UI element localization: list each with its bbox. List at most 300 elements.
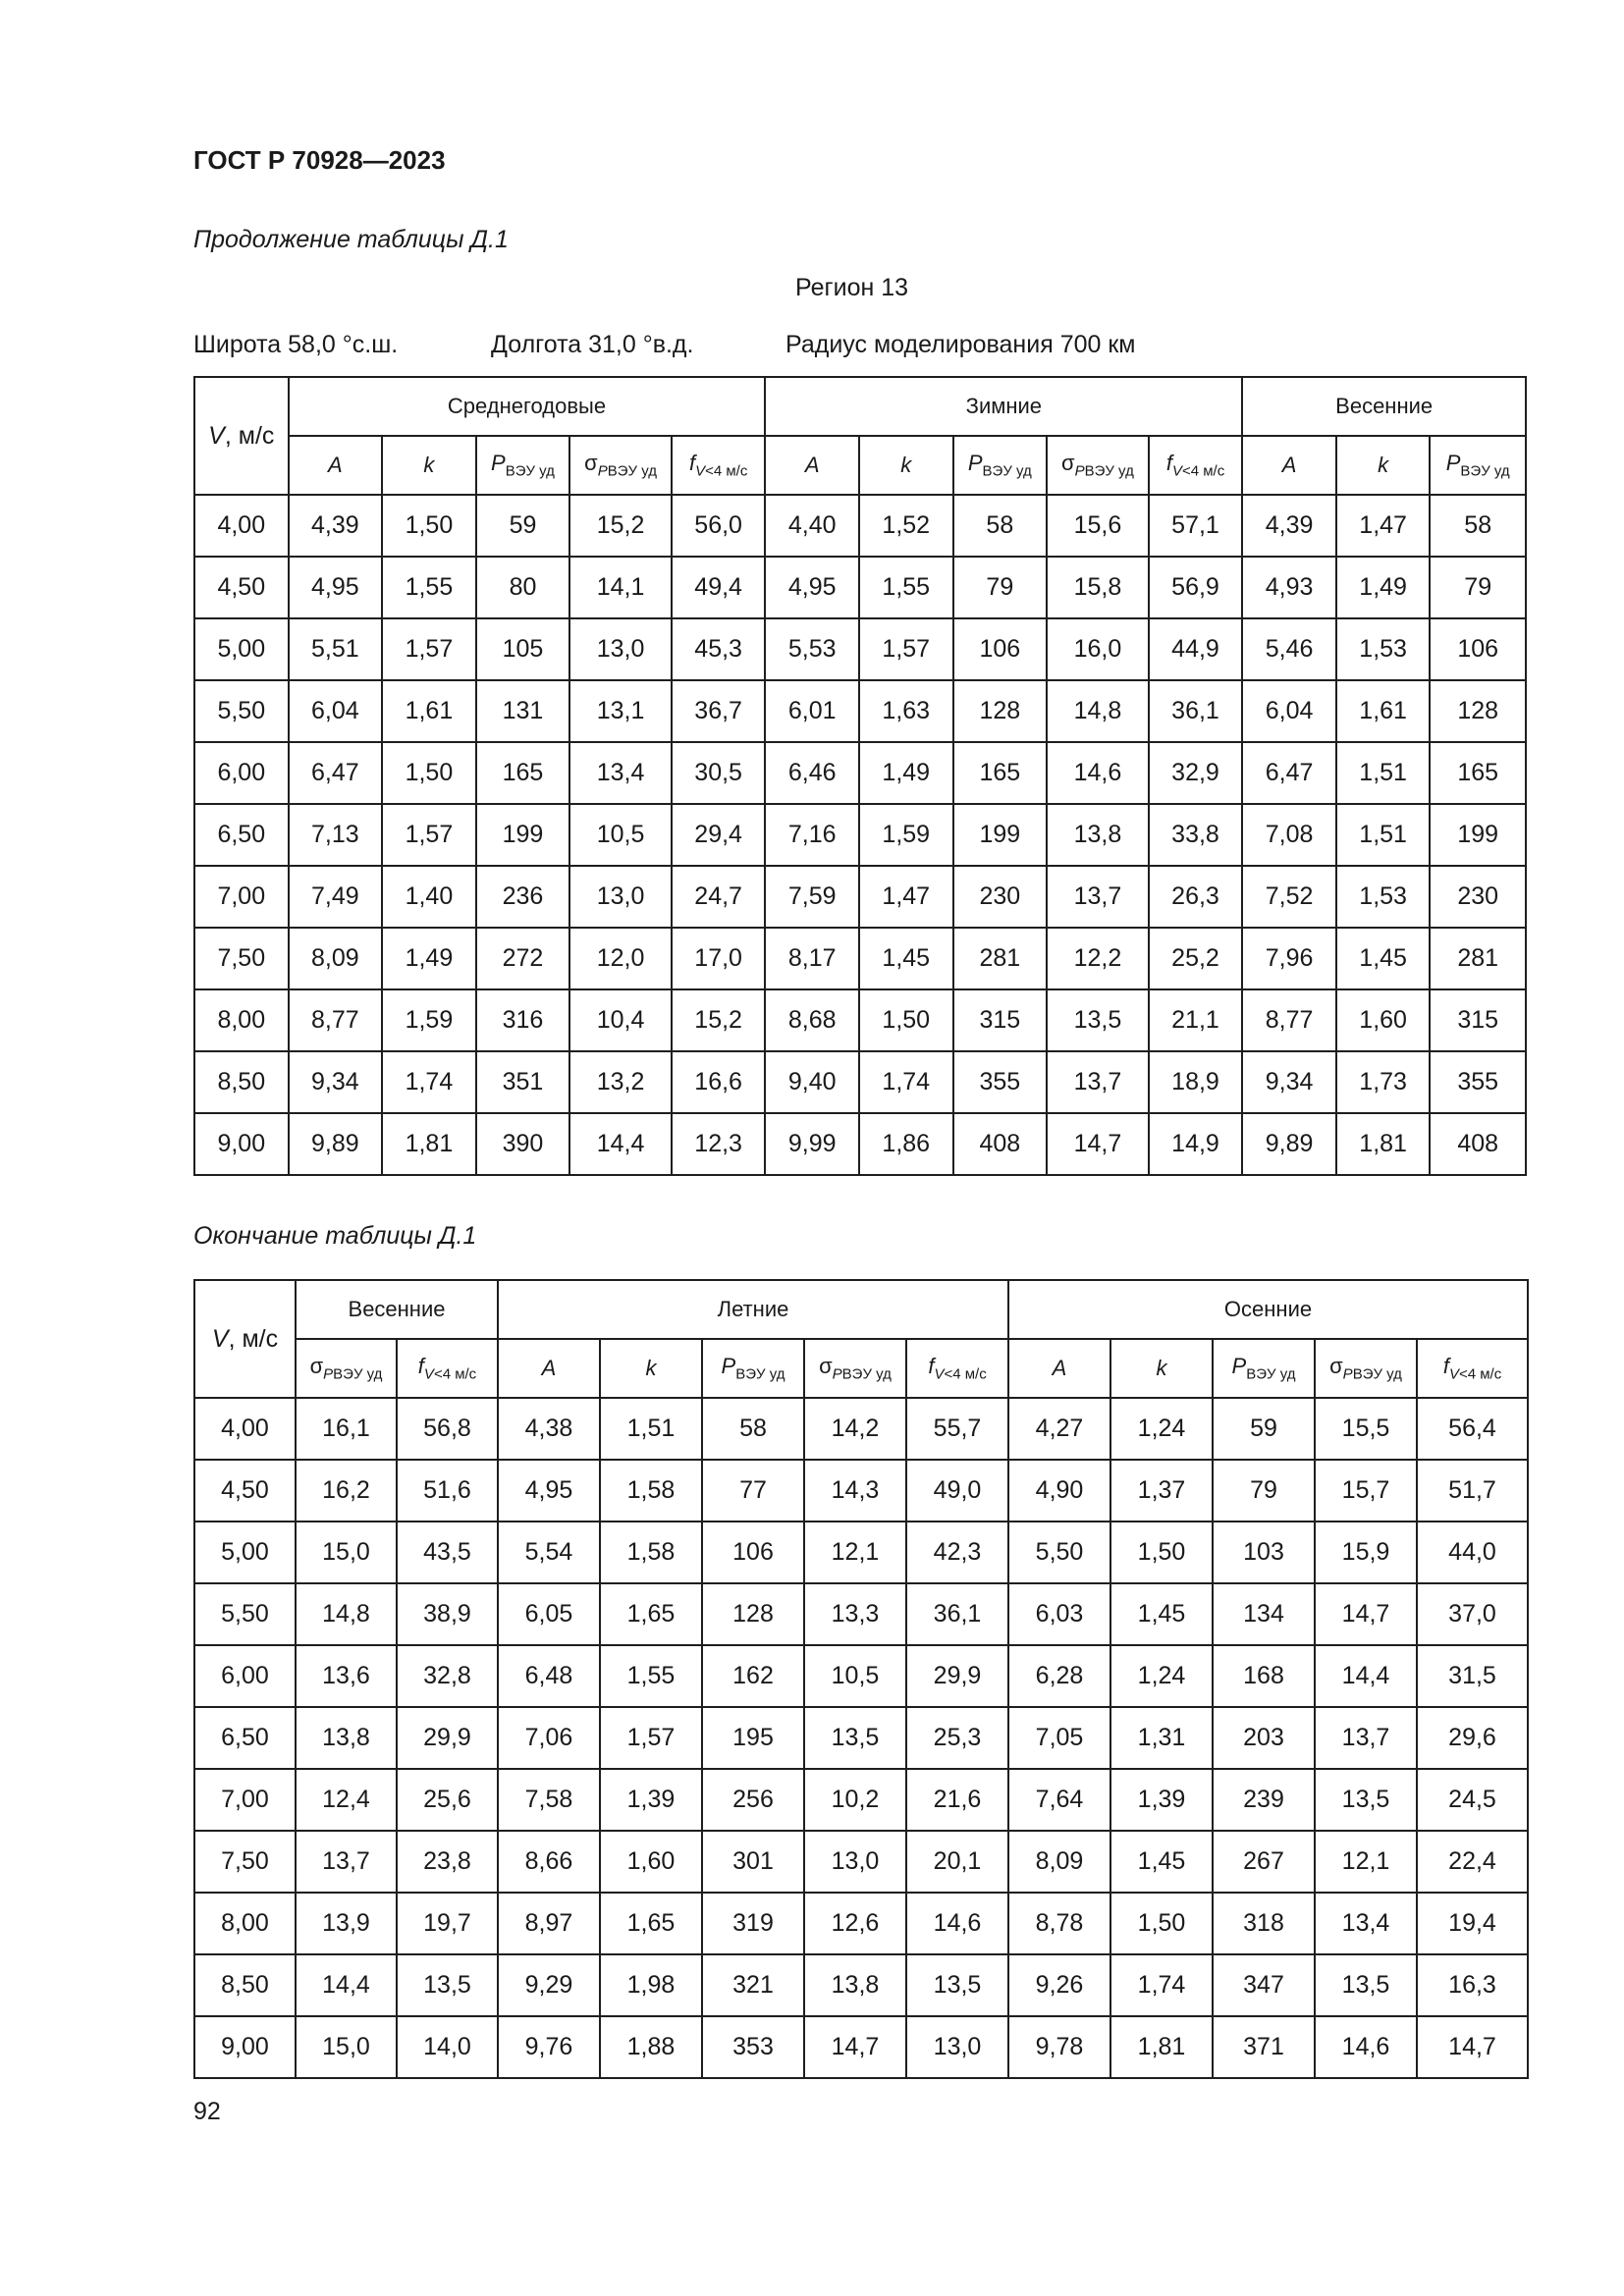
- value-cell: 80: [476, 557, 570, 618]
- value-cell: 15,0: [296, 2016, 397, 2078]
- value-cell: 9,89: [1242, 1113, 1336, 1175]
- value-cell: 13,7: [296, 1831, 397, 1893]
- speed-cell: 5,00: [194, 1522, 296, 1583]
- value-cell: 14,8: [1047, 680, 1149, 742]
- value-cell: 14,7: [1315, 1583, 1417, 1645]
- value-cell: 14,6: [1315, 2016, 1417, 2078]
- value-cell: 7,58: [498, 1769, 600, 1831]
- table-row: [194, 557, 1526, 618]
- value-cell: 390: [476, 1113, 570, 1175]
- value-cell: 8,17: [765, 928, 859, 989]
- value-cell: 13,5: [804, 1707, 906, 1769]
- value-cell: 1,31: [1110, 1707, 1213, 1769]
- speed-cell: 7,50: [194, 928, 289, 989]
- value-cell: 1,81: [382, 1113, 476, 1175]
- value-cell: 195: [702, 1707, 804, 1769]
- speed-cell: 8,00: [194, 1893, 296, 1954]
- value-cell: 6,05: [498, 1583, 600, 1645]
- value-cell: 128: [953, 680, 1048, 742]
- value-cell: 105: [476, 618, 570, 680]
- value-cell: 23,8: [397, 1831, 498, 1893]
- value-cell: 165: [1430, 742, 1526, 804]
- value-cell: 6,47: [1242, 742, 1336, 804]
- col-header-f: $f_{V<4 м/с}$: [1149, 436, 1243, 495]
- value-cell: 239: [1213, 1769, 1315, 1831]
- value-cell: 347: [1213, 1954, 1315, 2016]
- value-cell: 1,60: [600, 1831, 702, 1893]
- radius-label: Радиус моделирования 700 км: [785, 331, 1136, 358]
- value-cell: 13,7: [1315, 1707, 1417, 1769]
- value-cell: 49,0: [906, 1460, 1008, 1522]
- value-cell: 29,6: [1417, 1707, 1528, 1769]
- speed-cell: 8,00: [194, 989, 289, 1051]
- value-cell: 1,53: [1336, 866, 1431, 928]
- value-cell: 9,76: [498, 2016, 600, 2078]
- value-cell: 36,1: [906, 1583, 1008, 1645]
- value-cell: 1,59: [382, 989, 476, 1051]
- latitude-label: Широта 58,0 °с.ш.: [193, 331, 399, 358]
- value-cell: 272: [476, 928, 570, 989]
- value-cell: 56,9: [1149, 557, 1243, 618]
- value-cell: 55,7: [906, 1398, 1008, 1460]
- document-id: ГОСТ Р 70928—2023: [193, 145, 446, 175]
- table-row: [194, 1645, 1528, 1707]
- speed-cell: 7,00: [194, 866, 289, 928]
- value-cell: 59: [1213, 1398, 1315, 1460]
- value-cell: 199: [476, 804, 570, 866]
- value-cell: 25,2: [1149, 928, 1243, 989]
- value-cell: 1,73: [1336, 1051, 1431, 1113]
- value-cell: 14,6: [1047, 742, 1149, 804]
- value-cell: 13,5: [397, 1954, 498, 2016]
- value-cell: 31,5: [1417, 1645, 1528, 1707]
- value-cell: 4,95: [765, 557, 859, 618]
- value-cell: 1,58: [600, 1522, 702, 1583]
- value-cell: 79: [953, 557, 1048, 618]
- table-row: [194, 928, 1526, 989]
- value-cell: 128: [702, 1583, 804, 1645]
- v-header: V, м/с: [194, 1280, 296, 1398]
- value-cell: 1,51: [1336, 804, 1431, 866]
- value-cell: 7,16: [765, 804, 859, 866]
- col-header-p: $P_{ВЭУ уд}$: [476, 436, 570, 495]
- value-cell: 1,63: [859, 680, 953, 742]
- value-cell: 1,50: [859, 989, 953, 1051]
- value-cell: 8,78: [1008, 1893, 1110, 1954]
- group-header: Весенние: [296, 1280, 498, 1339]
- value-cell: 58: [1430, 495, 1526, 557]
- value-cell: 9,26: [1008, 1954, 1110, 2016]
- col-header-p: $P_{ВЭУ уд}$: [1430, 436, 1526, 495]
- value-cell: 14,4: [569, 1113, 672, 1175]
- col-header-sigma: $\sigma_{PВЭУ уд}$: [804, 1339, 906, 1398]
- value-cell: 15,5: [1315, 1398, 1417, 1460]
- group-header: Осенние: [1008, 1280, 1528, 1339]
- speed-cell: 5,00: [194, 618, 289, 680]
- table-row: [194, 1769, 1528, 1831]
- v-header: V, м/с: [194, 377, 289, 495]
- speed-cell: 4,50: [194, 1460, 296, 1522]
- region-label: Регион 13: [795, 274, 909, 301]
- value-cell: 8,09: [289, 928, 383, 989]
- value-cell: 1,50: [382, 495, 476, 557]
- value-cell: 4,27: [1008, 1398, 1110, 1460]
- data-table-1: [193, 376, 1527, 1176]
- value-cell: 8,09: [1008, 1831, 1110, 1893]
- group-header: Весенние: [1242, 377, 1526, 436]
- speed-cell: 7,50: [194, 1831, 296, 1893]
- value-cell: 16,3: [1417, 1954, 1528, 2016]
- speed-cell: 8,50: [194, 1051, 289, 1113]
- value-cell: 128: [1430, 680, 1526, 742]
- table-row: [194, 866, 1526, 928]
- value-cell: 7,13: [289, 804, 383, 866]
- col-header-a: A: [498, 1339, 600, 1398]
- value-cell: 10,4: [569, 989, 672, 1051]
- value-cell: 30,5: [672, 742, 766, 804]
- value-cell: 14,3: [804, 1460, 906, 1522]
- value-cell: 1,61: [1336, 680, 1431, 742]
- value-cell: 1,88: [600, 2016, 702, 2078]
- value-cell: 1,50: [1110, 1893, 1213, 1954]
- value-cell: 1,53: [1336, 618, 1431, 680]
- value-cell: 371: [1213, 2016, 1315, 2078]
- value-cell: 5,46: [1242, 618, 1336, 680]
- value-cell: 25,3: [906, 1707, 1008, 1769]
- col-header-k: k: [600, 1339, 702, 1398]
- value-cell: 1,74: [382, 1051, 476, 1113]
- value-cell: 1,81: [1110, 2016, 1213, 2078]
- col-header-k: k: [859, 436, 953, 495]
- value-cell: 20,1: [906, 1831, 1008, 1893]
- value-cell: 1,59: [859, 804, 953, 866]
- value-cell: 4,90: [1008, 1460, 1110, 1522]
- value-cell: 13,8: [1047, 804, 1149, 866]
- value-cell: 14,7: [804, 2016, 906, 2078]
- value-cell: 12,1: [804, 1522, 906, 1583]
- speed-cell: 4,50: [194, 557, 289, 618]
- value-cell: 230: [1430, 866, 1526, 928]
- value-cell: 14,1: [569, 557, 672, 618]
- speed-cell: 9,00: [194, 1113, 289, 1175]
- value-cell: 13,0: [569, 618, 672, 680]
- value-cell: 79: [1430, 557, 1526, 618]
- col-header-a: A: [1242, 436, 1336, 495]
- value-cell: 14,2: [804, 1398, 906, 1460]
- value-cell: 7,08: [1242, 804, 1336, 866]
- value-cell: 15,2: [569, 495, 672, 557]
- value-cell: 256: [702, 1769, 804, 1831]
- value-cell: 18,9: [1149, 1051, 1243, 1113]
- table-row: [194, 2016, 1528, 2078]
- col-header-sigma: $\sigma_{PВЭУ уд}$: [296, 1339, 397, 1398]
- value-cell: 1,57: [859, 618, 953, 680]
- col-header-f: $f_{V<4 м/с}$: [906, 1339, 1008, 1398]
- value-cell: 14,0: [397, 2016, 498, 2078]
- col-header-f: $f_{V<4 м/с}$: [1417, 1339, 1528, 1398]
- value-cell: 316: [476, 989, 570, 1051]
- value-cell: 58: [953, 495, 1048, 557]
- value-cell: 7,64: [1008, 1769, 1110, 1831]
- value-cell: 301: [702, 1831, 804, 1893]
- value-cell: 16,1: [296, 1398, 397, 1460]
- value-cell: 8,68: [765, 989, 859, 1051]
- page-number: 92: [193, 2098, 221, 2125]
- speed-cell: 5,50: [194, 1583, 296, 1645]
- col-header-p: $P_{ВЭУ уд}$: [1213, 1339, 1315, 1398]
- value-cell: 44,0: [1417, 1522, 1528, 1583]
- value-cell: 236: [476, 866, 570, 928]
- speed-cell: 7,00: [194, 1769, 296, 1831]
- value-cell: 1,37: [1110, 1460, 1213, 1522]
- value-cell: 32,9: [1149, 742, 1243, 804]
- value-cell: 1,45: [859, 928, 953, 989]
- value-cell: 13,2: [569, 1051, 672, 1113]
- value-cell: 19,7: [397, 1893, 498, 1954]
- value-cell: 8,97: [498, 1893, 600, 1954]
- group-header: Летние: [498, 1280, 1008, 1339]
- value-cell: 6,04: [1242, 680, 1336, 742]
- table-row: [194, 1893, 1528, 1954]
- value-cell: 4,95: [498, 1460, 600, 1522]
- value-cell: 58: [702, 1398, 804, 1460]
- value-cell: 103: [1213, 1522, 1315, 1583]
- value-cell: 17,0: [672, 928, 766, 989]
- value-cell: 1,40: [382, 866, 476, 928]
- longitude-label: Долгота 31,0 °в.д.: [491, 331, 694, 358]
- value-cell: 4,39: [289, 495, 383, 557]
- col-header-sigma: $\sigma_{PВЭУ уд}$: [569, 436, 672, 495]
- col-header-k: k: [382, 436, 476, 495]
- value-cell: 16,2: [296, 1460, 397, 1522]
- value-cell: 267: [1213, 1831, 1315, 1893]
- table-row: [194, 1707, 1528, 1769]
- value-cell: 13,9: [296, 1893, 397, 1954]
- value-cell: 16,6: [672, 1051, 766, 1113]
- value-cell: 13,5: [1047, 989, 1149, 1051]
- group-header: Среднегодовые: [289, 377, 766, 436]
- col-header-f: $f_{V<4 м/с}$: [672, 436, 766, 495]
- col-header-a: A: [765, 436, 859, 495]
- value-cell: 13,0: [569, 866, 672, 928]
- value-cell: 1,65: [600, 1583, 702, 1645]
- value-cell: 21,6: [906, 1769, 1008, 1831]
- col-header-p: $P_{ВЭУ уд}$: [702, 1339, 804, 1398]
- value-cell: 8,66: [498, 1831, 600, 1893]
- value-cell: 24,5: [1417, 1769, 1528, 1831]
- value-cell: 355: [1430, 1051, 1526, 1113]
- speed-cell: 6,50: [194, 804, 289, 866]
- value-cell: 199: [953, 804, 1048, 866]
- value-cell: 14,6: [906, 1893, 1008, 1954]
- value-cell: 1,81: [1336, 1113, 1431, 1175]
- value-cell: 1,51: [1336, 742, 1431, 804]
- value-cell: 1,52: [859, 495, 953, 557]
- value-cell: 6,28: [1008, 1645, 1110, 1707]
- value-cell: 1,47: [1336, 495, 1431, 557]
- value-cell: 14,7: [1047, 1113, 1149, 1175]
- value-cell: 12,3: [672, 1113, 766, 1175]
- value-cell: 6,46: [765, 742, 859, 804]
- group-header: Зимние: [765, 377, 1242, 436]
- table-caption-end: Окончание таблицы Д.1: [193, 1222, 477, 1250]
- value-cell: 6,04: [289, 680, 383, 742]
- value-cell: 165: [476, 742, 570, 804]
- value-cell: 1,51: [600, 1398, 702, 1460]
- value-cell: 5,50: [1008, 1522, 1110, 1583]
- speed-cell: 9,00: [194, 2016, 296, 2078]
- value-cell: 5,53: [765, 618, 859, 680]
- table-row: [194, 1583, 1528, 1645]
- value-cell: 6,47: [289, 742, 383, 804]
- value-cell: 13,5: [1315, 1954, 1417, 2016]
- table-row: [194, 1398, 1528, 1460]
- value-cell: 14,8: [296, 1583, 397, 1645]
- value-cell: 1,49: [1336, 557, 1431, 618]
- value-cell: 26,3: [1149, 866, 1243, 928]
- value-cell: 12,6: [804, 1893, 906, 1954]
- col-header-k: k: [1336, 436, 1431, 495]
- col-header-a: A: [1008, 1339, 1110, 1398]
- value-cell: 57,1: [1149, 495, 1243, 557]
- value-cell: 408: [953, 1113, 1048, 1175]
- data-table-2: [193, 1279, 1529, 2079]
- value-cell: 4,95: [289, 557, 383, 618]
- value-cell: 1,58: [600, 1460, 702, 1522]
- value-cell: 319: [702, 1893, 804, 1954]
- col-header-f: $f_{V<4 м/с}$: [397, 1339, 498, 1398]
- value-cell: 38,9: [397, 1583, 498, 1645]
- value-cell: 1,98: [600, 1954, 702, 2016]
- value-cell: 4,40: [765, 495, 859, 557]
- value-cell: 1,86: [859, 1113, 953, 1175]
- value-cell: 9,34: [289, 1051, 383, 1113]
- value-cell: 15,0: [296, 1522, 397, 1583]
- speed-cell: 4,00: [194, 495, 289, 557]
- value-cell: 10,2: [804, 1769, 906, 1831]
- value-cell: 13,7: [1047, 866, 1149, 928]
- value-cell: 9,89: [289, 1113, 383, 1175]
- value-cell: 131: [476, 680, 570, 742]
- value-cell: 15,8: [1047, 557, 1149, 618]
- value-cell: 5,51: [289, 618, 383, 680]
- col-header-a: A: [289, 436, 383, 495]
- value-cell: 1,49: [382, 928, 476, 989]
- value-cell: 9,99: [765, 1113, 859, 1175]
- value-cell: 318: [1213, 1893, 1315, 1954]
- table-2-body: [194, 1398, 1528, 2078]
- value-cell: 13,6: [296, 1645, 397, 1707]
- col-header-p: $P_{ВЭУ уд}$: [953, 436, 1048, 495]
- value-cell: 162: [702, 1645, 804, 1707]
- value-cell: 29,9: [397, 1707, 498, 1769]
- table-row: [194, 989, 1526, 1051]
- value-cell: 7,05: [1008, 1707, 1110, 1769]
- value-cell: 12,2: [1047, 928, 1149, 989]
- value-cell: 9,40: [765, 1051, 859, 1113]
- value-cell: 51,6: [397, 1460, 498, 1522]
- value-cell: 230: [953, 866, 1048, 928]
- value-cell: 77: [702, 1460, 804, 1522]
- value-cell: 9,78: [1008, 2016, 1110, 2078]
- value-cell: 168: [1213, 1645, 1315, 1707]
- table-row: [194, 618, 1526, 680]
- value-cell: 21,1: [1149, 989, 1243, 1051]
- value-cell: 36,7: [672, 680, 766, 742]
- value-cell: 1,39: [1110, 1769, 1213, 1831]
- value-cell: 1,39: [600, 1769, 702, 1831]
- value-cell: 12,4: [296, 1769, 397, 1831]
- speed-cell: 4,00: [194, 1398, 296, 1460]
- value-cell: 106: [702, 1522, 804, 1583]
- value-cell: 24,7: [672, 866, 766, 928]
- value-cell: 13,7: [1047, 1051, 1149, 1113]
- value-cell: 12,0: [569, 928, 672, 989]
- value-cell: 14,4: [1315, 1645, 1417, 1707]
- value-cell: 7,49: [289, 866, 383, 928]
- value-cell: 25,6: [397, 1769, 498, 1831]
- value-cell: 10,5: [569, 804, 672, 866]
- value-cell: 15,2: [672, 989, 766, 1051]
- value-cell: 106: [1430, 618, 1526, 680]
- value-cell: 13,3: [804, 1583, 906, 1645]
- value-cell: 315: [953, 989, 1048, 1051]
- value-cell: 45,3: [672, 618, 766, 680]
- value-cell: 10,5: [804, 1645, 906, 1707]
- value-cell: 13,4: [569, 742, 672, 804]
- value-cell: 33,8: [1149, 804, 1243, 866]
- speed-cell: 8,50: [194, 1954, 296, 2016]
- speed-cell: 6,00: [194, 1645, 296, 1707]
- value-cell: 8,77: [1242, 989, 1336, 1051]
- value-cell: 13,5: [906, 1954, 1008, 2016]
- value-cell: 9,34: [1242, 1051, 1336, 1113]
- value-cell: 8,77: [289, 989, 383, 1051]
- value-cell: 1,45: [1110, 1831, 1213, 1893]
- value-cell: 4,39: [1242, 495, 1336, 557]
- value-cell: 1,45: [1336, 928, 1431, 989]
- value-cell: 14,9: [1149, 1113, 1243, 1175]
- table-row: [194, 1113, 1526, 1175]
- value-cell: 14,7: [1417, 2016, 1528, 2078]
- value-cell: 37,0: [1417, 1583, 1528, 1645]
- value-cell: 13,8: [804, 1954, 906, 2016]
- speed-cell: 5,50: [194, 680, 289, 742]
- table-row: [194, 804, 1526, 866]
- table-row: [194, 1831, 1528, 1893]
- value-cell: 5,54: [498, 1522, 600, 1583]
- value-cell: 22,4: [1417, 1831, 1528, 1893]
- value-cell: 1,55: [859, 557, 953, 618]
- value-cell: 43,5: [397, 1522, 498, 1583]
- value-cell: 7,52: [1242, 866, 1336, 928]
- value-cell: 1,57: [382, 804, 476, 866]
- value-cell: 134: [1213, 1583, 1315, 1645]
- value-cell: 1,60: [1336, 989, 1431, 1051]
- value-cell: 15,9: [1315, 1522, 1417, 1583]
- value-cell: 13,4: [1315, 1893, 1417, 1954]
- value-cell: 19,4: [1417, 1893, 1528, 1954]
- value-cell: 1,55: [600, 1645, 702, 1707]
- value-cell: 281: [953, 928, 1048, 989]
- value-cell: 321: [702, 1954, 804, 2016]
- table-caption-continuation: Продолжение таблицы Д.1: [193, 226, 509, 253]
- value-cell: 13,0: [804, 1831, 906, 1893]
- value-cell: 32,8: [397, 1645, 498, 1707]
- value-cell: 13,0: [906, 2016, 1008, 2078]
- value-cell: 203: [1213, 1707, 1315, 1769]
- value-cell: 4,38: [498, 1398, 600, 1460]
